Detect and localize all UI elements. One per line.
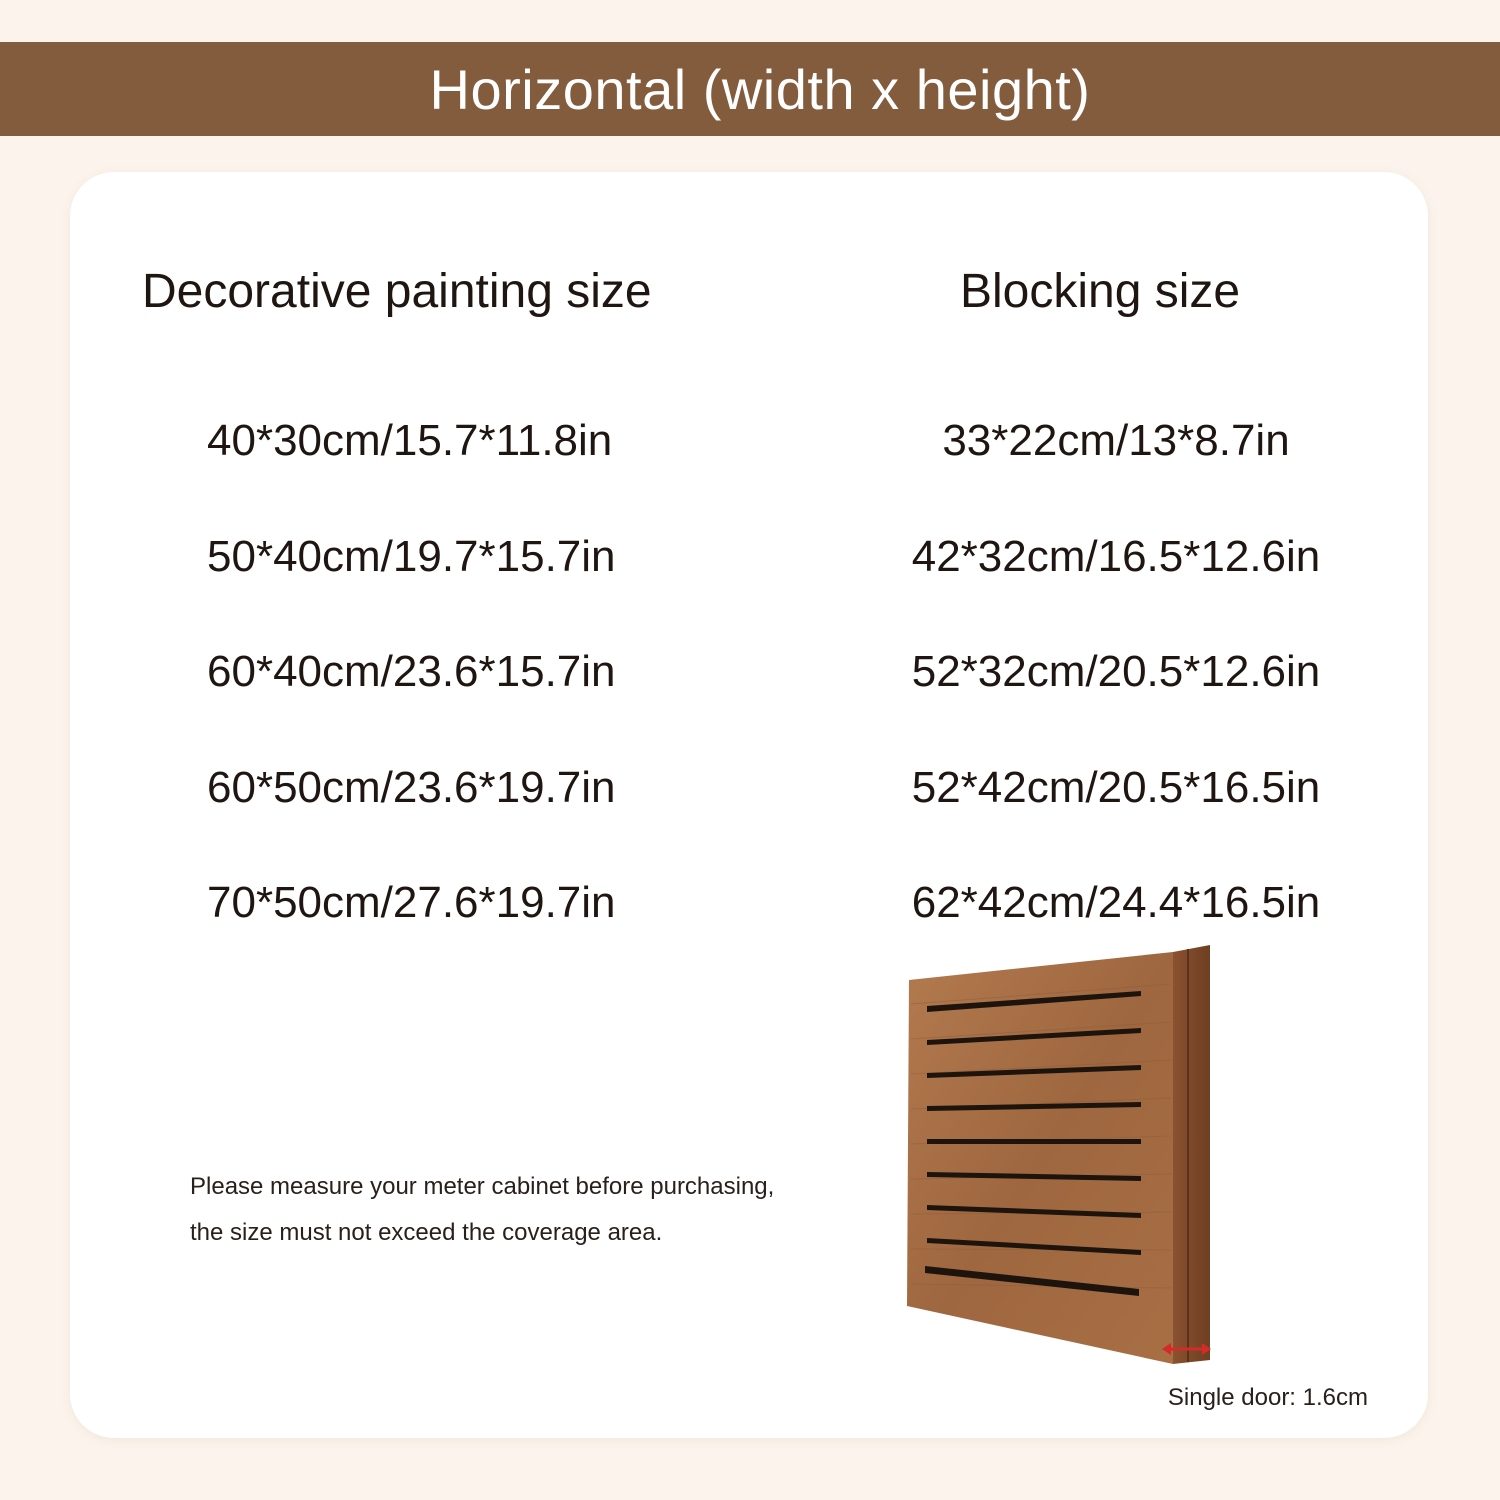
list-item: 60*50cm/23.6*19.7in	[207, 762, 616, 812]
painting-size-heading: Decorative painting size	[142, 265, 652, 318]
list-item: 42*32cm/16.5*12.6in	[911, 531, 1321, 581]
list-item: 40*30cm/15.7*11.8in	[207, 416, 613, 465]
single-door-thickness-label: Single door: 1.6cm	[1167, 1384, 1368, 1411]
list-item: 52*32cm/20.5*12.6in	[911, 647, 1321, 696]
painting-size-list	[207, 417, 637, 995]
blocking-size-list	[906, 417, 1326, 995]
list-item: 50*40cm/19.7*15.7in	[207, 531, 616, 581]
list-item: 52*42cm/20.5*16.5in	[911, 762, 1321, 812]
size-card	[70, 172, 1428, 1438]
cabinet-side-edge	[1173, 945, 1210, 1364]
note-line-1: Please measure your meter cabinet before purchasing,	[190, 1173, 775, 1200]
note-line-2: the size must not exceed the coverage area.	[190, 1219, 663, 1246]
page-title: Horizontal (width x height)	[429, 57, 1091, 121]
header-banner	[0, 42, 1500, 136]
measurement-note	[190, 1164, 774, 1256]
wooden-cabinet-cover-image	[905, 944, 1215, 1366]
list-item: 60*40cm/23.6*15.7in	[207, 647, 616, 696]
cabinet-front-face	[907, 952, 1173, 1364]
list-item: 62*42cm/24.4*16.5in	[911, 878, 1321, 927]
list-item: 70*50cm/27.6*19.7in	[207, 878, 616, 927]
list-item: 33*22cm/13*8.7in	[942, 416, 1290, 465]
blocking-size-heading: Blocking size	[960, 265, 1241, 318]
